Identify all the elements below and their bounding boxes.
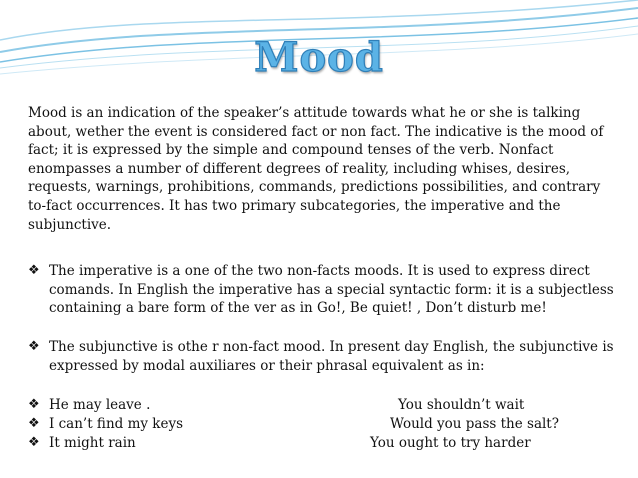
bullet-text: The subjunctive is othe r non-fact mood. In present day English, the subjunctive is expressed by modal auxiliares or their phrasal equivalent as in: <box>49 339 614 374</box>
page-title: Mood <box>254 34 384 81</box>
diamond-bullet-icon: ❖ <box>28 435 40 450</box>
example-right: Would you pass the salt? <box>390 416 559 432</box>
diamond-bullet-icon: ❖ <box>28 416 40 431</box>
bullet-subjunctive <box>28 338 618 375</box>
diamond-bullet-icon: ❖ <box>28 397 40 412</box>
bullet-text: The imperative is a one of the two non-facts moods. It is used to express direct comands. In English the imperative has a special syntactic form: it is a subjectless containing a bare form of the ver as in Go!, Be quiet! , Don’t disturb me! <box>49 263 614 317</box>
diamond-bullet-icon: ❖ <box>28 263 40 278</box>
example-right: You ought to try harder <box>370 435 531 451</box>
example-left: I can’t find my keys <box>49 416 184 432</box>
diamond-bullet-icon: ❖ <box>28 339 40 354</box>
example-right: You shouldn’t wait <box>398 397 525 413</box>
intro-paragraph: Mood is an indication of the speaker’s attitude towards what he or she is talking about, wether the event is considered fact or non fact. The indicative is the mood of fact; it is expressed by the simple and compound tenses of the verb. Nonfact enompasses a number of different degrees of reality, including whises, desires, requests, warnings, prohibitions, commands, predictions possibilities, and contrary to-fact occurrences. It has two primary subcategories, the imperative and the subjunctive. <box>28 105 604 233</box>
example-left: It might rain <box>49 435 136 451</box>
bullet-imperative <box>28 262 618 318</box>
example-left: He may leave . <box>49 397 151 413</box>
